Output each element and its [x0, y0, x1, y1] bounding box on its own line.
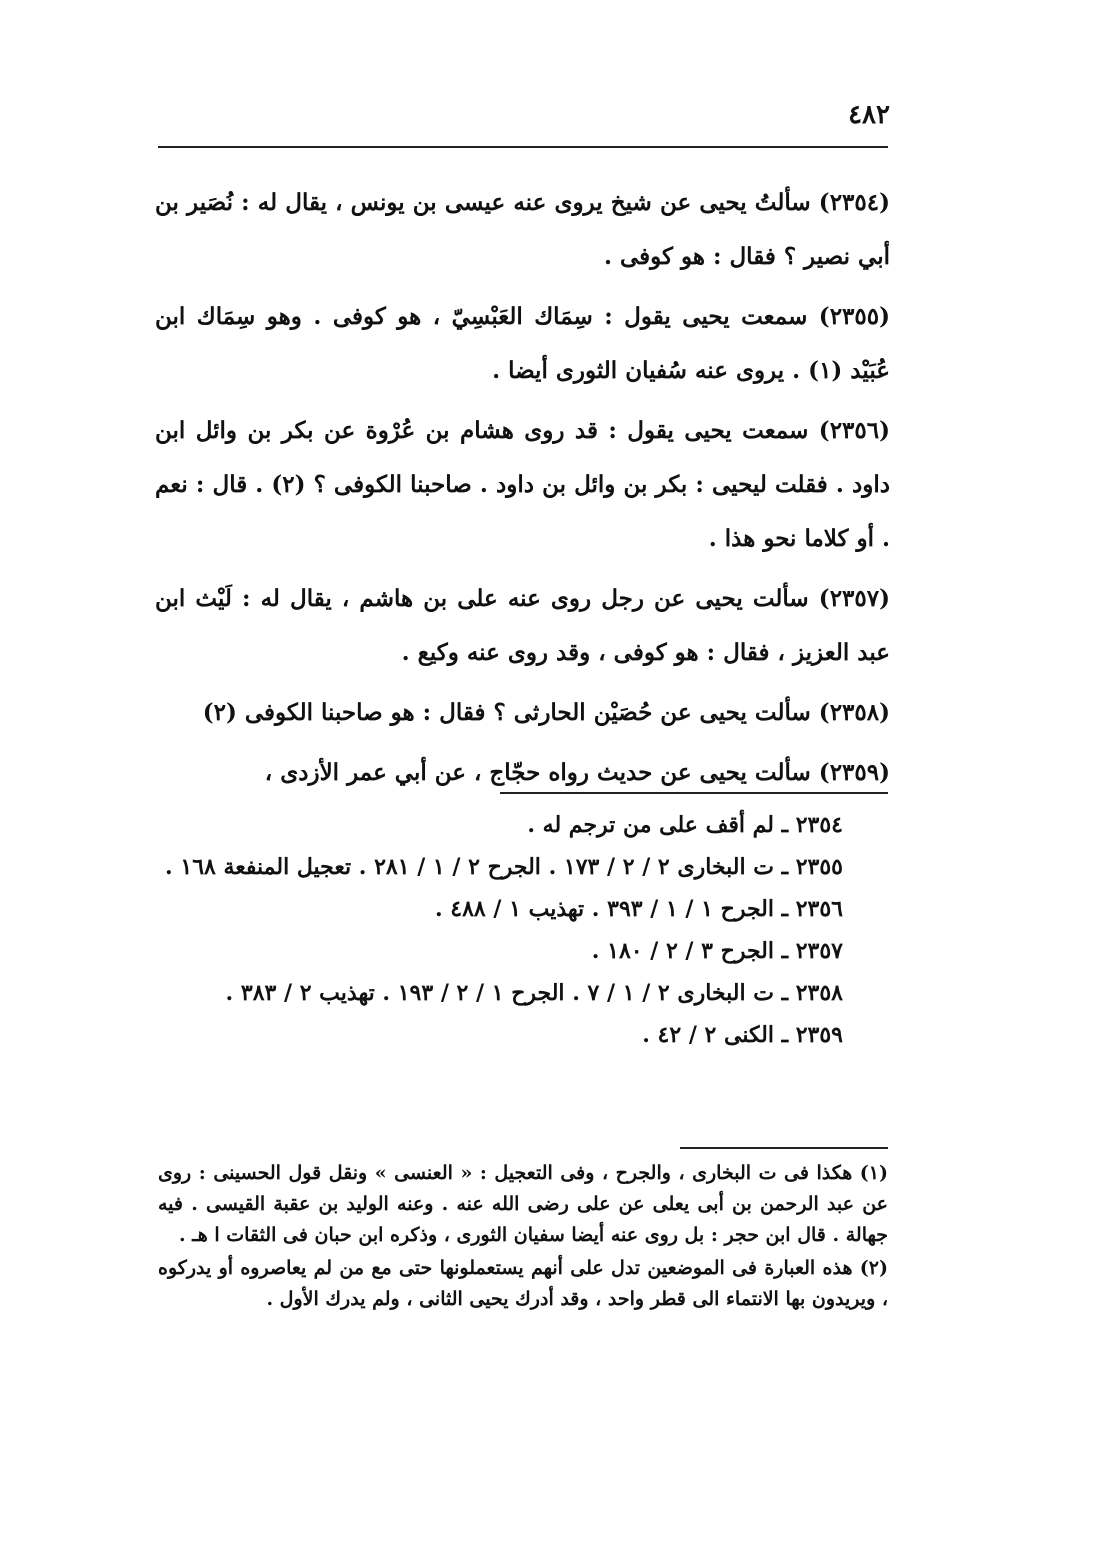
reference-2359: ٢٣٥٩ ـ الكنى ٢ / ٤٢ .	[642, 1022, 843, 1048]
reference-2355: ٢٣٥٥ ـ ت البخارى ٢ / ٢ / ١٧٣ . الجرح ٢ / ١ / ٢٨١ . تعجيل المنفعة ١٦٨ .	[165, 854, 843, 880]
entry-2356: (٢٣٥٦) سمعت يحيى يقول : قد روى هشام بن عُرْوة عن بكر بن وائل ابن داود . فقلت ليحيى : بكر بن وائل بن داود . صاحبنا الكوفى ؟ (٢) . قال : نعم . أو كلاما نحو هذا .	[155, 417, 890, 552]
reference-2358: ٢٣٥٨ ـ ت البخارى ٢ / ١ / ٧ . الجرح ١ / ٢ / ١٩٣ . تهذيب ٢ / ٣٨٣ .	[225, 980, 843, 1006]
header-rule	[158, 146, 888, 148]
footnotes-rule	[680, 1147, 888, 1149]
footnote-1: (١) هكذا فى ت البخارى ، والجرح ، وفى التعجيل : « العنسى » ونقل قول الحسينى : روى عن عبد الرحمن بن أبى يعلى عن على رضى الله عنه . وعنه الوليد بن عقبة القيسى . فيه جهالة . قال ابن حجر : بل روى عنه أيضا سفيان الثورى ، وذكره ابن حبان فى الثقات ا هـ .	[158, 1162, 888, 1246]
page-number: ٤٨٢	[848, 100, 890, 130]
entry-2357: (٢٣٥٧) سألت يحيى عن رجل روى عنه على بن هاشم ، يقال له : لَيْث ابن عبد العزيز ، فقال : هو كوفى ، وقد روى عنه وكيع .	[155, 585, 890, 666]
entry-2359: (٢٣٥٩) سألت يحيى عن حديث رواه حجّاج ، عن أبي عمر الأزدى ،	[264, 759, 890, 786]
entry-2355: (٢٣٥٥) سمعت يحيى يقول : سِمَاك العَبْسِيّ ، هو كوفى . وهو سِمَاك ابن عُبَيْد (١) . يروى عنه سُفيان الثورى أيضا .	[155, 303, 890, 384]
reference-2357: ٢٣٥٧ ـ الجرح ٣ / ٢ / ١٨٠ .	[591, 938, 843, 964]
reference-2356: ٢٣٥٦ ـ الجرح ١ / ١ / ٣٩٣ . تهذيب ١ / ٤٨٨ .	[434, 896, 843, 922]
references-rule	[500, 792, 888, 794]
reference-2354: ٢٣٥٤ ـ لم أقف على من ترجم له .	[527, 812, 843, 838]
entry-2354: (٢٣٥٤) سألتُ يحيى عن شيخ يروى عنه عيسى بن يونس ، يقال له : نُصَير بن أبي نصير ؟ فقال : هو كوفى .	[155, 189, 890, 270]
footnote-2: (٢) هذه العبارة فى الموضعين تدل على أنهم يستعملونها حتى مع من لم يعاصروه أو يدركوه ، ويريدون بها الانتماء الى قطر واحد ، وقد أدرك يحيى الثانى ، ولم يدرك الأول .	[158, 1257, 888, 1310]
entry-2358: (٢٣٥٨) سألت يحيى عن حُصَيْن الحارثى ؟ فقال : هو صاحبنا الكوفى (٢)	[202, 699, 890, 726]
main-text	[155, 176, 890, 800]
references	[155, 806, 843, 1058]
footnotes	[158, 1158, 888, 1317]
